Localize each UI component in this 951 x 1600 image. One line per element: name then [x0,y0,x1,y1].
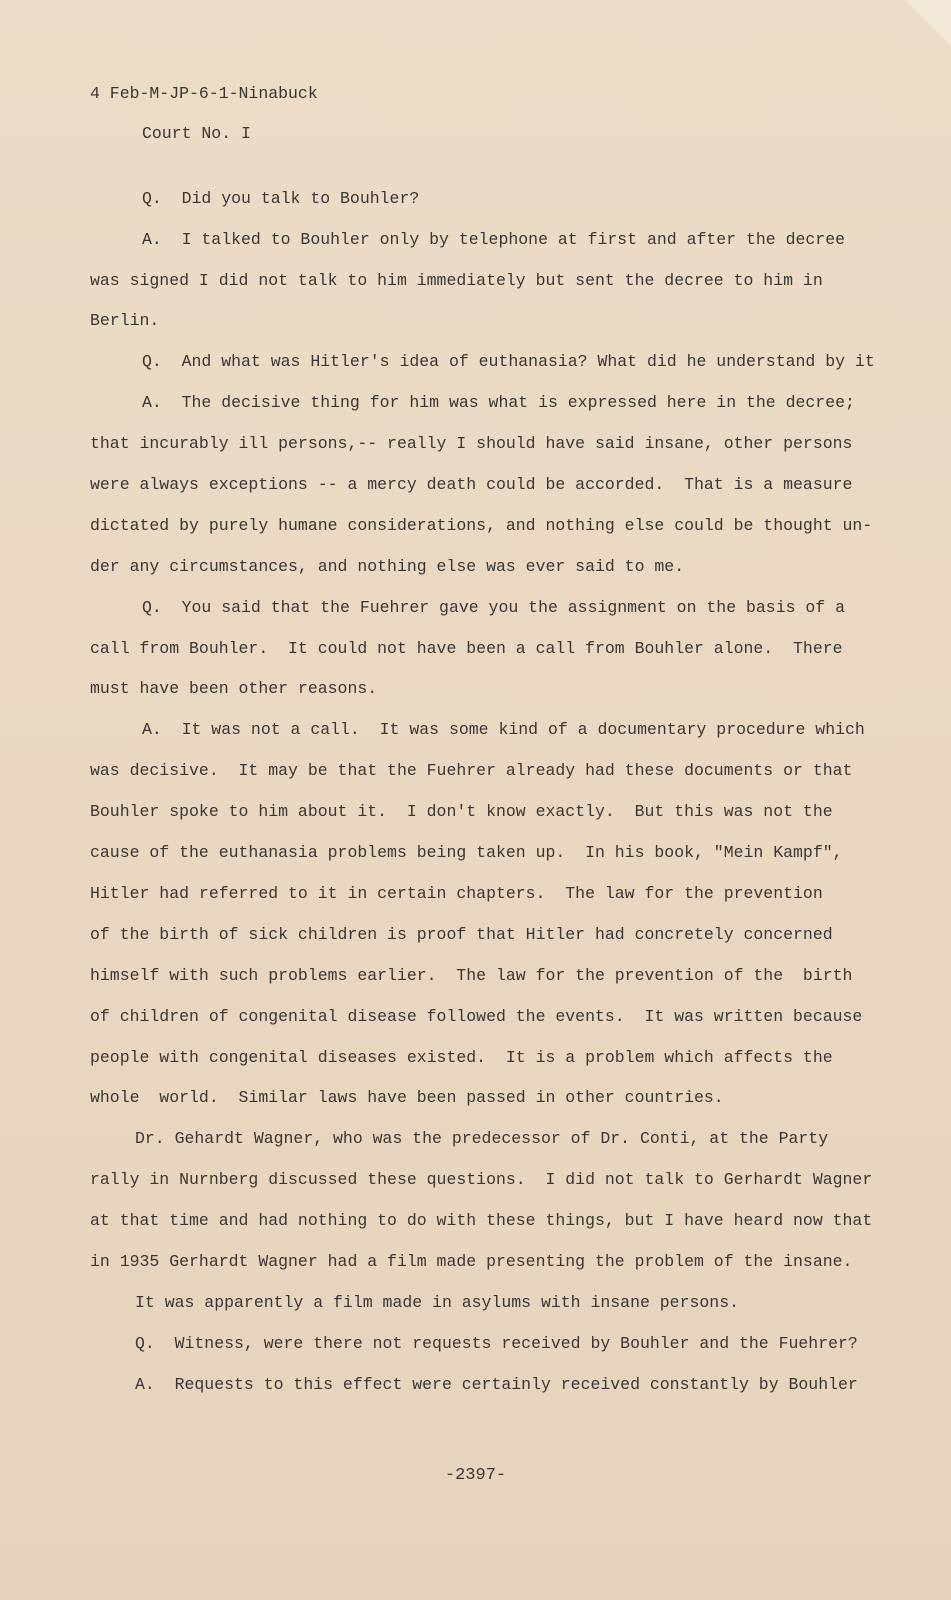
text-line: A. The decisive thing for him was what is expressed here in the decree; [142,393,855,412]
text-line: A. It was not a call. It was some kind of a documentary procedure which [142,720,865,739]
text-line: cause of the euthanasia problems being taken up. In his book, "Mein Kampf", [90,843,843,862]
text-line: Q. Did you talk to Bouhler? [142,189,420,208]
text-line: rally in Nurnberg discussed these questions. I did not talk to Gerhardt Wagner [90,1170,873,1189]
text-line: of children of congenital disease followed the events. It was written because [90,1007,863,1026]
text-line: Q. You said that the Fuehrer gave you the assignment on the basis of a [142,598,846,617]
page-number: -2397- [444,1466,507,1485]
text-line: that incurably ill persons,-- really I should have said insane, other persons [90,434,853,453]
text-line: of the birth of sick children is proof that Hitler had concretely concerned [90,925,833,944]
text-line: were always exceptions -- a mercy death could be accorded. That is a measure [90,475,853,494]
text-line: must have been other reasons. [90,679,378,698]
document-reference: 4 Feb-M-JP-6-1-Ninabuck [90,84,318,103]
text-line: call from Bouhler. It could not have been a call from Bouhler alone. There [90,639,843,658]
text-line: It was apparently a film made in asylums with insane persons. [135,1293,739,1312]
text-line: people with congenital diseases existed. It is a problem which affects the [90,1048,833,1067]
text-line: Berlin. [90,311,160,330]
text-line: Bouhler spoke to him about it. I don't know exactly. But this was not the [90,802,833,821]
text-line: whole world. Similar laws have been passed in other countries. [90,1088,724,1107]
text-line: der any circumstances, and nothing else was ever said to me. [90,557,685,576]
text-line: was decisive. It may be that the Fuehrer already had these documents or that [90,761,853,780]
text-line: in 1935 Gerhardt Wagner had a film made presenting the problem of the insane. [90,1252,853,1271]
text-line: Q. And what was Hitler's idea of euthanasia? What did he understand by it [142,352,875,371]
text-line: A. I talked to Bouhler only by telephone at first and after the decree [142,230,846,249]
court-label: Court No. I [142,124,251,143]
text-line: himself with such problems earlier. The law for the prevention of the birth [90,966,853,985]
text-line: was signed I did not talk to him immediately but sent the decree to him in [90,271,823,290]
text-line: dictated by purely humane considerations, and nothing else could be thought un- [90,516,873,535]
text-line: at that time and had nothing to do with these things, but I have heard now that [90,1211,873,1230]
text-line: Dr. Gehardt Wagner, who was the predecessor of Dr. Conti, at the Party [135,1129,829,1148]
page-corner [905,0,951,46]
text-line: Hitler had referred to it in certain chapters. The law for the prevention [90,884,823,903]
text-line: A. Requests to this effect were certainly received constantly by Bouhler [135,1375,858,1394]
text-line: Q. Witness, were there not requests received by Bouhler and the Fuehrer? [135,1334,858,1353]
